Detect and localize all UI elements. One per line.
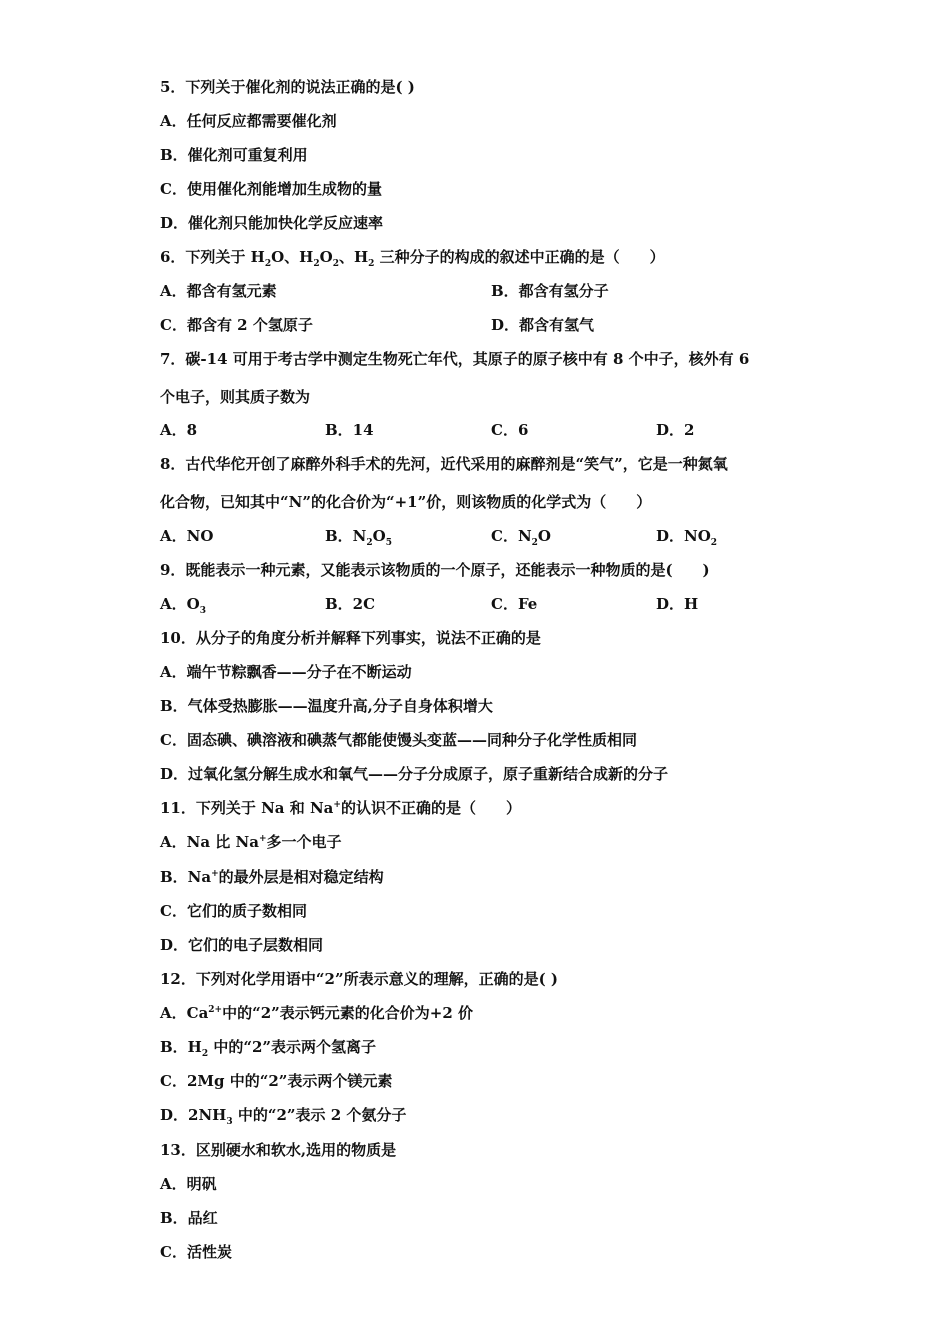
q12-option-b <box>160 1037 376 1057</box>
q11-stem <box>160 798 521 818</box>
q6-option-a: A．都含有氢元素 <box>160 282 277 300</box>
q12-option-d <box>160 1105 406 1125</box>
q8-option-c <box>491 526 551 546</box>
q7-option-b: B．14 <box>325 421 374 439</box>
q8-options-row <box>160 526 820 546</box>
q9-option-a-text: A．O <box>160 595 200 613</box>
q13-stem: 13．区别硬水和软水,选用的物质是 <box>160 1141 397 1159</box>
q11-option-d: D．它们的电子层数相同 <box>160 936 324 954</box>
q5-option-a: A．任何反应都需要催化剂 <box>160 112 337 130</box>
subscript: 2 <box>201 1049 209 1059</box>
q11-option-a <box>160 832 342 852</box>
q7-stem-line-1: 7．碳-14 可用于考古学中测定生物死亡年代，其原子的原子核中有 8 个中子，核外有 6 <box>160 350 750 368</box>
q12-option-b-text: 中的“2”表示两个氢离子 <box>208 1038 377 1056</box>
q10-option-b: B．气体受热膨胀——温度升高,分子自身体积增大 <box>160 697 493 715</box>
q10-option-d: D．过氧化氢分解生成水和氧气——分子分成原子，原子重新结合成新的分子 <box>160 765 669 783</box>
q12-option-d-text: D．2NH <box>160 1106 227 1124</box>
q11-option-b <box>160 867 384 887</box>
superscript: + <box>258 834 267 844</box>
q6-stem-text: O、H <box>271 248 314 266</box>
q6-stem <box>160 247 665 267</box>
q6-options-row-2 <box>160 315 820 335</box>
q7-option-d: D．2 <box>656 421 695 439</box>
q11-option-c: C．它们的质子数相同 <box>160 902 307 920</box>
q8-option-a: A．NO <box>160 527 214 545</box>
subscript: 5 <box>385 538 392 548</box>
q5-stem: 5．下列关于催化剂的说法正确的是( ) <box>160 78 415 96</box>
q8-option-b-text: O <box>372 527 386 545</box>
q7-stem-line-2: 个电子，则其质子数为 <box>160 388 311 406</box>
q12-option-c: C．2Mg 中的“2”表示两个镁元素 <box>160 1072 393 1090</box>
q9-option-d: D．H <box>656 595 699 613</box>
q9-option-a <box>160 594 206 614</box>
q12-option-b-text: B．H <box>160 1038 202 1056</box>
q9-option-c: C．Fe <box>491 595 538 613</box>
superscript: 2+ <box>208 1005 223 1015</box>
q9-stem: 9．既能表示一种元素，又能表示该物质的一个原子，还能表示一种物质的是( ) <box>160 561 710 579</box>
q8-option-c-text: C．N <box>491 527 532 545</box>
q5-option-d: D．催化剂只能加快化学反应速率 <box>160 214 384 232</box>
q6-stem-text: 三种分子的构成的叙述中正确的是（ ） <box>374 248 665 266</box>
q6-stem-text: 6．下列关于 H <box>160 248 265 266</box>
q5-option-b: B．催化剂可重复利用 <box>160 146 308 164</box>
superscript: + <box>211 869 219 879</box>
q12-option-a-text: A．Ca <box>160 1004 209 1022</box>
q8-option-b <box>325 526 392 546</box>
q8-option-c-text: O <box>537 527 551 545</box>
q8-option-d-text: D．NO <box>656 527 711 545</box>
q6-stem-text: 、H <box>338 248 369 266</box>
subscript: 2 <box>366 538 373 548</box>
subscript: 2 <box>264 259 272 269</box>
q8-option-b-text: B．N <box>325 527 367 545</box>
subscript: 2 <box>368 259 375 269</box>
q13-option-c: C．活性炭 <box>160 1243 232 1261</box>
subscript: 2 <box>531 538 538 548</box>
q12-option-a <box>160 1003 473 1023</box>
q6-option-d: D．都含有氢气 <box>491 316 595 334</box>
q10-option-c: C．固态碘、碘溶液和碘蒸气都能使馒头变蓝——同种分子化学性质相同 <box>160 731 637 749</box>
subscript: 2 <box>332 259 339 269</box>
subscript: 3 <box>199 606 206 616</box>
q12-option-d-text: 中的“2”表示 2 个氨分子 <box>232 1106 407 1124</box>
q8-option-d <box>656 526 717 546</box>
q11-option-b-text: B．Na <box>160 868 212 886</box>
q11-option-a-text: 多一个电子 <box>266 833 342 851</box>
q7-option-c: C．6 <box>491 421 529 439</box>
q11-option-a-text: A．Na 比 Na <box>160 833 259 851</box>
subscript: 3 <box>226 1117 233 1127</box>
superscript: + <box>333 800 341 810</box>
q13-option-b: B．品红 <box>160 1209 218 1227</box>
q11-stem-text: 的认识不正确的是（ ） <box>340 799 521 817</box>
q8-stem-line-2: 化合物，已知其中“N”的化合价为“+1”价，则该物质的化学式为（ ） <box>160 493 652 511</box>
subscript: 2 <box>710 538 718 548</box>
q10-option-a: A．端午节粽飘香——分子在不断运动 <box>160 663 412 681</box>
q6-options-row-1 <box>160 281 820 301</box>
q7-option-a: A．8 <box>160 421 198 439</box>
subscript: 2 <box>313 259 320 269</box>
q8-stem-line-1: 8．古代华佗开创了麻醉外科手术的先河，近代采用的麻醉剂是“笑气”，它是一种氮氧 <box>160 455 728 473</box>
q12-option-a-text: 中的“2”表示钙元素的化合价为+2 价 <box>222 1004 474 1022</box>
q11-stem-text: 11．下列关于 Na 和 Na <box>160 799 334 817</box>
q6-stem-text: O <box>319 248 333 266</box>
q7-options-row <box>160 420 820 440</box>
q13-option-a: A．明矾 <box>160 1175 217 1193</box>
q12-stem: 12．下列对化学用语中“2”所表示意义的理解，正确的是( ) <box>160 970 558 988</box>
q11-option-b-text: 的最外层是相对稳定结构 <box>218 868 384 886</box>
q6-option-b: B．都含有氢分子 <box>491 282 609 300</box>
q9-option-b: B．2C <box>325 595 376 613</box>
q6-option-c: C．都含有 2 个氢原子 <box>160 316 313 334</box>
q10-stem: 10．从分子的角度分析并解释下列事实，说法不正确的是 <box>160 629 541 647</box>
q9-options-row <box>160 594 820 614</box>
q5-option-c: C．使用催化剂能增加生成物的量 <box>160 180 382 198</box>
